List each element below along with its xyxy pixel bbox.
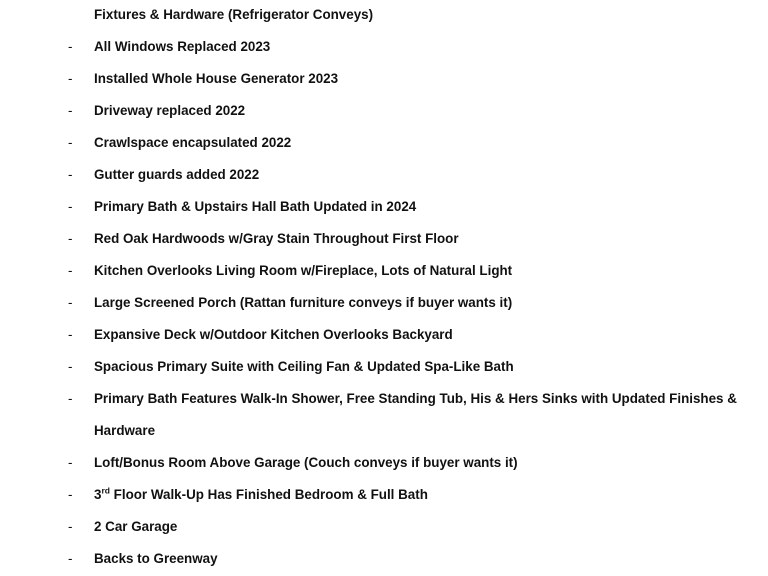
list-item-text: Installed Whole House Generator 2023 bbox=[94, 71, 339, 86]
list-item bbox=[0, 69, 768, 89]
bullet-dash: - bbox=[68, 103, 73, 118]
bullet-dash: - bbox=[68, 327, 73, 342]
bullet-dash: - bbox=[68, 199, 73, 214]
floor-number: 3 bbox=[94, 487, 102, 502]
list-item-text: Backs to Greenway bbox=[94, 551, 218, 566]
list-item bbox=[0, 389, 768, 409]
floor-walkup-rest: Floor Walk-Up Has Finished Bedroom & Full Bath bbox=[109, 487, 428, 502]
list-item bbox=[0, 357, 768, 377]
list-item bbox=[0, 133, 768, 153]
bullet-dash: - bbox=[68, 487, 73, 502]
bullet-dash: - bbox=[68, 295, 73, 310]
list-item bbox=[0, 229, 768, 249]
list-item-text: Primary Bath Features Walk-In Shower, Free Standing Tub, His & Hers Sinks with Updated Finishes & bbox=[94, 391, 737, 406]
list-item bbox=[0, 293, 768, 313]
bullet-dash: - bbox=[68, 39, 73, 54]
list-item-text: Primary Bath & Upstairs Hall Bath Updated in 2024 bbox=[94, 199, 417, 214]
list-item-text: Red Oak Hardwoods w/Gray Stain Throughout First Floor bbox=[94, 231, 459, 246]
continuation-text: Hardware bbox=[94, 423, 156, 438]
list-item bbox=[0, 485, 768, 505]
list-item-text: Large Screened Porch (Rattan furniture conveys if buyer wants it) bbox=[94, 295, 513, 310]
list-item-text: Expansive Deck w/Outdoor Kitchen Overlooks Backyard bbox=[94, 327, 453, 342]
list-item bbox=[0, 261, 768, 281]
bullet-dash: - bbox=[68, 455, 73, 470]
bullet-dash: - bbox=[68, 71, 73, 86]
bullet-dash: - bbox=[68, 135, 73, 150]
intro-line bbox=[0, 5, 768, 25]
list-item bbox=[0, 37, 768, 57]
list-item bbox=[0, 549, 768, 569]
bullet-dash: - bbox=[68, 167, 73, 182]
bullet-dash: - bbox=[68, 263, 73, 278]
list-item-text: Driveway replaced 2022 bbox=[94, 103, 246, 118]
list-item-text: 2 Car Garage bbox=[94, 519, 178, 534]
bullet-dash: - bbox=[68, 551, 73, 566]
list-item bbox=[0, 165, 768, 185]
intro-text: Fixtures & Hardware (Refrigerator Conveys) bbox=[94, 7, 374, 22]
bullet-dash: - bbox=[68, 359, 73, 374]
ordinal-suffix: rd bbox=[101, 485, 110, 496]
list-item-text: Kitchen Overlooks Living Room w/Fireplace, Lots of Natural Light bbox=[94, 263, 513, 278]
list-item-text: All Windows Replaced 2023 bbox=[94, 39, 271, 54]
list-item-text: Loft/Bonus Room Above Garage (Couch conveys if buyer wants it) bbox=[94, 455, 518, 470]
list-item bbox=[0, 325, 768, 345]
bullet-dash: - bbox=[68, 231, 73, 246]
list-item bbox=[0, 197, 768, 217]
bullet-dash: - bbox=[68, 391, 73, 406]
floor-walkup-text bbox=[94, 485, 428, 505]
list-item-text: Crawlspace encapsulated 2022 bbox=[94, 135, 292, 150]
list-item bbox=[0, 101, 768, 121]
list-item-text: Spacious Primary Suite with Ceiling Fan & Updated Spa-Like Bath bbox=[94, 359, 514, 374]
list-item bbox=[0, 453, 768, 473]
list-item bbox=[0, 517, 768, 537]
bullet-dash: - bbox=[68, 519, 73, 534]
list-item-text: Gutter guards added 2022 bbox=[94, 167, 260, 182]
list-item-continuation bbox=[0, 421, 768, 441]
